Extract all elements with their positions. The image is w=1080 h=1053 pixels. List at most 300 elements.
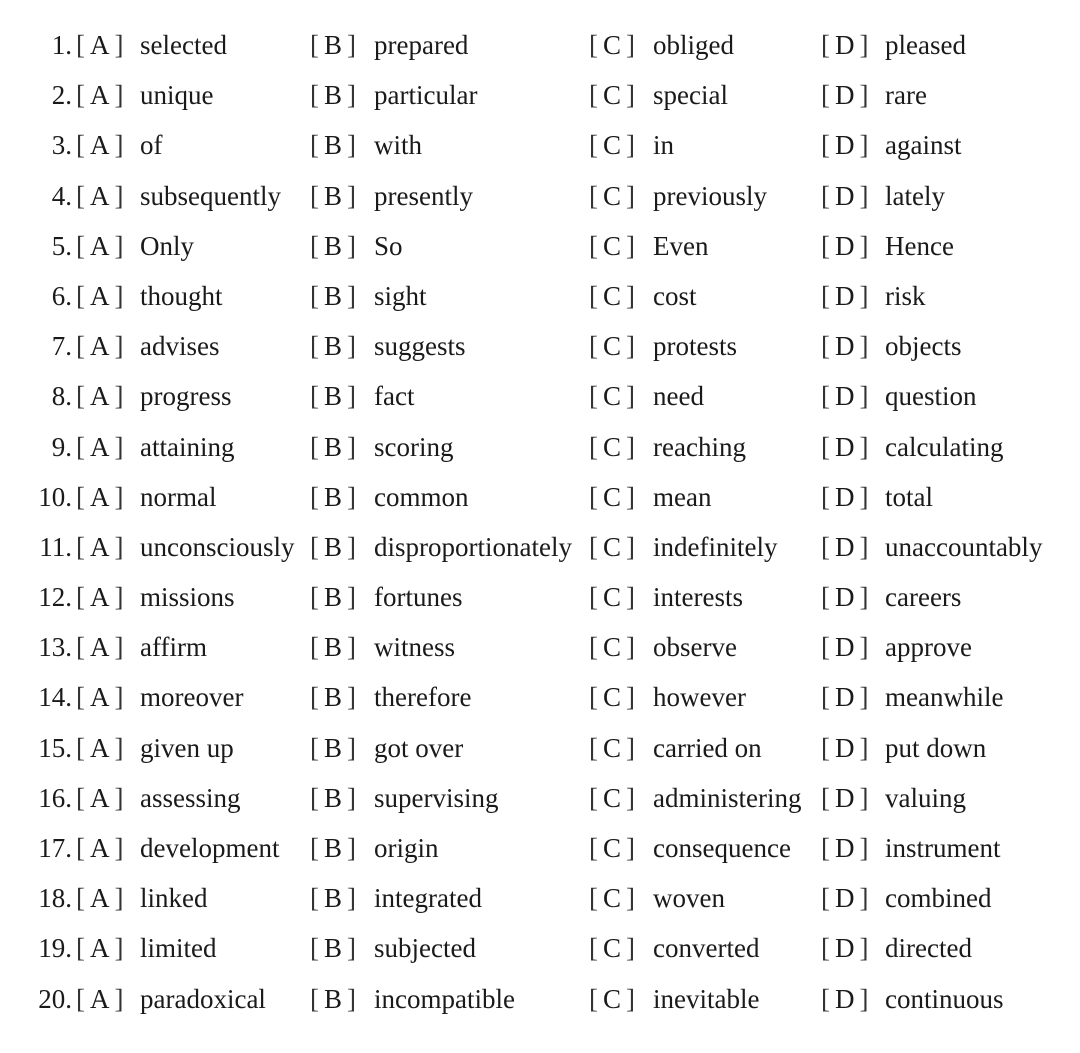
option-letter: C: [603, 230, 622, 261]
option-letter: B: [324, 933, 343, 964]
option-letter-bracket: [ D ]: [821, 782, 869, 813]
question-number: 14.: [38, 682, 72, 713]
question-number: 6.: [51, 280, 72, 311]
option-letter-bracket: [ D ]: [821, 682, 869, 713]
option-d: [821, 723, 986, 773]
option-letter-bracket: [ D ]: [821, 933, 869, 964]
question-row: [0, 923, 1080, 973]
option-text: unique: [140, 80, 214, 111]
option-text: origin: [374, 833, 439, 863]
option-text: linked: [140, 883, 208, 914]
option-letter: C: [603, 30, 622, 60]
option-text: fact: [374, 381, 415, 412]
question-row: [0, 70, 1080, 120]
option-letter-bracket: [ A ]: [76, 732, 124, 763]
option-letter: A: [90, 582, 110, 613]
option-text: progress: [140, 381, 232, 412]
option-a: [76, 472, 216, 522]
option-letter: C: [603, 130, 622, 161]
option-letter: D: [835, 331, 855, 362]
option-text: interests: [653, 582, 743, 613]
option-letter-bracket: [ A ]: [76, 782, 124, 813]
option-text: common: [374, 481, 469, 512]
option-a: [76, 672, 243, 722]
option-letter: A: [90, 80, 110, 111]
option-b: [310, 221, 403, 271]
option-letter: D: [835, 833, 855, 863]
option-text: carried on: [653, 732, 762, 763]
option-b: [310, 873, 482, 923]
question-row: [0, 622, 1080, 672]
question-row: [0, 773, 1080, 823]
option-text: integrated: [374, 883, 482, 914]
question-number: 1.: [51, 30, 72, 60]
option-text: fortunes: [374, 582, 463, 613]
option-letter-bracket: [ A ]: [76, 833, 124, 863]
option-letter-bracket: [ B ]: [310, 983, 357, 1014]
question-number: 4.: [51, 180, 72, 211]
option-letter: B: [324, 180, 343, 211]
option-c: [589, 723, 762, 773]
option-d: [821, 522, 1042, 572]
option-a: [76, 873, 208, 923]
option-text: previously: [653, 180, 767, 211]
option-b: [310, 70, 477, 120]
option-letter: C: [603, 833, 622, 863]
option-letter-bracket: [ B ]: [310, 180, 357, 211]
question-row: [0, 672, 1080, 722]
option-a: [76, 823, 279, 873]
option-b: [310, 271, 427, 321]
option-text: inevitable: [653, 983, 760, 1014]
option-letter-bracket: [ C ]: [589, 381, 636, 412]
option-letter: D: [835, 983, 855, 1014]
question-number: 15.: [38, 732, 72, 763]
option-c: [589, 522, 777, 572]
option-text: directed: [885, 933, 972, 964]
option-a: [76, 171, 281, 221]
option-text: prepared: [374, 30, 469, 60]
option-d: [821, 572, 961, 622]
option-letter: C: [603, 582, 622, 613]
option-c: [589, 472, 711, 522]
option-text: development: [140, 833, 280, 863]
option-letter-bracket: [ D ]: [821, 130, 869, 161]
option-b: [310, 321, 466, 371]
option-letter-bracket: [ A ]: [76, 582, 124, 613]
question-number: 13.: [38, 632, 72, 663]
option-c: [589, 120, 674, 170]
option-letter: B: [324, 30, 343, 60]
option-c: [589, 823, 791, 873]
option-c: [589, 221, 708, 271]
option-letter-bracket: [ C ]: [589, 431, 636, 462]
option-letter-bracket: [ B ]: [310, 732, 357, 763]
option-letter: B: [324, 130, 343, 161]
question-row: [0, 522, 1080, 572]
option-letter-bracket: [ D ]: [821, 983, 869, 1014]
option-letter-bracket: [ C ]: [589, 80, 636, 111]
option-letter: C: [603, 682, 622, 713]
option-a: [76, 522, 295, 572]
option-text: unaccountably: [885, 531, 1043, 562]
question-number: 16.: [38, 782, 72, 813]
option-letter-bracket: [ C ]: [589, 30, 636, 60]
option-letter: D: [835, 130, 855, 161]
option-letter-bracket: [ B ]: [310, 933, 357, 964]
option-text: valuing: [885, 782, 966, 813]
option-b: [310, 723, 463, 773]
option-letter: A: [90, 331, 110, 362]
option-letter-bracket: [ D ]: [821, 381, 869, 412]
question-row: [0, 321, 1080, 371]
option-letter: A: [90, 130, 110, 161]
option-letter-bracket: [ C ]: [589, 280, 636, 311]
option-letter: B: [324, 732, 343, 763]
option-d: [821, 422, 1003, 472]
option-letter: A: [90, 431, 110, 462]
option-text: reaching: [653, 431, 746, 462]
option-text: suggests: [374, 331, 466, 362]
option-letter-bracket: [ A ]: [76, 933, 124, 964]
option-letter: D: [835, 30, 855, 60]
option-text: rare: [885, 80, 927, 111]
option-letter-bracket: [ D ]: [821, 582, 869, 613]
option-d: [821, 271, 926, 321]
option-a: [76, 923, 217, 973]
question-row: [0, 572, 1080, 622]
option-letter: B: [324, 481, 343, 512]
option-letter: B: [324, 632, 343, 663]
option-letter-bracket: [ D ]: [821, 431, 869, 462]
option-letter: D: [835, 582, 855, 613]
option-letter: C: [603, 431, 622, 462]
option-letter-bracket: [ C ]: [589, 632, 636, 663]
option-letter: B: [324, 833, 343, 863]
option-text: missions: [140, 582, 235, 613]
option-text: with: [374, 130, 423, 161]
question-row: [0, 422, 1080, 472]
option-letter: A: [90, 481, 110, 512]
option-letter-bracket: [ D ]: [821, 531, 869, 562]
option-letter: A: [90, 531, 110, 562]
option-letter: A: [90, 632, 110, 663]
question-row: [0, 221, 1080, 271]
option-letter-bracket: [ A ]: [76, 983, 124, 1014]
option-text: however: [653, 682, 746, 713]
option-letter-bracket: [ A ]: [76, 431, 124, 462]
option-text: limited: [140, 933, 217, 964]
option-letter-bracket: [ A ]: [76, 280, 124, 311]
option-text: of: [140, 130, 163, 161]
option-c: [589, 422, 746, 472]
option-b: [310, 974, 515, 1024]
option-text: consequence: [653, 833, 791, 863]
option-letter-bracket: [ B ]: [310, 481, 357, 512]
option-text: thought: [140, 280, 223, 311]
option-letter-bracket: [ B ]: [310, 331, 357, 362]
option-letter-bracket: [ C ]: [589, 582, 636, 613]
option-letter: A: [90, 30, 110, 60]
option-letter-bracket: [ D ]: [821, 331, 869, 362]
option-text: assessing: [140, 782, 241, 813]
option-letter-bracket: [ A ]: [76, 180, 124, 211]
option-letter-bracket: [ B ]: [310, 80, 357, 111]
option-letter: B: [324, 983, 343, 1014]
option-letter: B: [324, 230, 343, 261]
option-text: given up: [140, 732, 234, 763]
option-letter-bracket: [ C ]: [589, 682, 636, 713]
option-c: [589, 171, 767, 221]
option-letter: D: [835, 732, 855, 763]
option-letter: D: [835, 933, 855, 964]
option-c: [589, 873, 725, 923]
option-b: [310, 472, 469, 522]
option-text: paradoxical: [140, 983, 266, 1014]
option-letter-bracket: [ D ]: [821, 280, 869, 311]
option-d: [821, 923, 972, 973]
option-d: [821, 371, 977, 421]
option-letter: A: [90, 933, 110, 964]
question-row: [0, 723, 1080, 773]
question-number: 3.: [51, 130, 72, 161]
option-text: combined: [885, 883, 992, 914]
option-d: [821, 171, 945, 221]
option-letter: A: [90, 180, 110, 211]
option-letter: D: [835, 782, 855, 813]
option-text: particular: [374, 80, 478, 111]
option-letter: C: [603, 933, 622, 964]
option-letter: A: [90, 983, 110, 1014]
question-number: 12.: [38, 582, 72, 613]
option-a: [76, 70, 214, 120]
option-text: put down: [885, 732, 987, 763]
option-letter: D: [835, 230, 855, 261]
option-letter: D: [835, 381, 855, 412]
option-b: [310, 572, 462, 622]
question-number: 18.: [38, 883, 72, 914]
question-row: [0, 271, 1080, 321]
option-text: disproportionately: [374, 531, 572, 562]
option-b: [310, 371, 414, 421]
option-d: [821, 120, 961, 170]
option-text: got over: [374, 732, 464, 763]
option-letter: D: [835, 80, 855, 111]
question-row: [0, 371, 1080, 421]
option-a: [76, 271, 223, 321]
option-letter: C: [603, 632, 622, 663]
option-letter: C: [603, 180, 622, 211]
option-text: scoring: [374, 431, 454, 462]
option-b: [310, 923, 476, 973]
option-d: [821, 221, 954, 271]
option-letter-bracket: [ A ]: [76, 230, 124, 261]
option-text: affirm: [140, 632, 207, 663]
option-letter: B: [324, 280, 343, 311]
option-d: [821, 472, 933, 522]
option-letter: A: [90, 381, 110, 412]
option-b: [310, 120, 422, 170]
option-text: lately: [885, 180, 945, 211]
option-text: against: [885, 130, 962, 161]
option-b: [310, 672, 471, 722]
option-letter: C: [603, 481, 622, 512]
option-c: [589, 20, 734, 70]
option-text: So: [374, 230, 403, 261]
option-text: calculating: [885, 431, 1004, 462]
option-letter: C: [603, 782, 622, 813]
option-letter: D: [835, 280, 855, 311]
option-b: [310, 20, 468, 70]
option-letter: B: [324, 682, 343, 713]
option-text: special: [653, 80, 728, 111]
option-text: witness: [374, 632, 455, 663]
question-number: 20.: [38, 983, 72, 1014]
option-c: [589, 672, 746, 722]
option-letter-bracket: [ A ]: [76, 531, 124, 562]
option-letter-bracket: [ D ]: [821, 632, 869, 663]
option-text: sight: [374, 280, 427, 311]
option-letter-bracket: [ C ]: [589, 331, 636, 362]
question-number: 7.: [51, 331, 72, 362]
option-letter-bracket: [ B ]: [310, 381, 357, 412]
option-text: Only: [140, 230, 194, 261]
option-letter: A: [90, 782, 110, 813]
option-letter: D: [835, 883, 855, 914]
option-letter: B: [324, 582, 343, 613]
option-letter-bracket: [ D ]: [821, 481, 869, 512]
option-text: objects: [885, 331, 962, 362]
option-letter-bracket: [ B ]: [310, 682, 357, 713]
option-c: [589, 923, 759, 973]
option-letter-bracket: [ B ]: [310, 782, 357, 813]
option-a: [76, 20, 227, 70]
option-letter: A: [90, 280, 110, 311]
option-letter: D: [835, 682, 855, 713]
option-b: [310, 171, 473, 221]
option-text: protests: [653, 331, 737, 362]
option-a: [76, 120, 163, 170]
option-letter: A: [90, 732, 110, 763]
option-d: [821, 70, 927, 120]
option-letter: C: [603, 531, 622, 562]
option-letter-bracket: [ A ]: [76, 80, 124, 111]
option-a: [76, 422, 234, 472]
option-text: normal: [140, 481, 217, 512]
option-c: [589, 773, 801, 823]
option-letter-bracket: [ B ]: [310, 632, 357, 663]
question-row: [0, 120, 1080, 170]
option-letter: A: [90, 833, 110, 863]
question-row: [0, 20, 1080, 70]
option-letter: C: [603, 732, 622, 763]
option-c: [589, 371, 704, 421]
option-text: woven: [653, 883, 725, 914]
option-text: subsequently: [140, 180, 281, 211]
option-d: [821, 823, 1001, 873]
option-letter: D: [835, 632, 855, 663]
question-number: 8.: [51, 381, 72, 412]
option-text: total: [885, 481, 933, 512]
option-text: presently: [374, 180, 473, 211]
option-a: [76, 622, 207, 672]
option-letter-bracket: [ B ]: [310, 883, 357, 914]
option-letter-bracket: [ A ]: [76, 682, 124, 713]
option-text: administering: [653, 782, 802, 813]
option-d: [821, 873, 991, 923]
option-text: need: [653, 381, 704, 412]
option-letter: C: [603, 883, 622, 914]
option-letter: A: [90, 682, 110, 713]
option-letter-bracket: [ D ]: [821, 230, 869, 261]
option-a: [76, 723, 234, 773]
question-row: [0, 472, 1080, 522]
option-text: question: [885, 381, 977, 412]
option-text: supervising: [374, 782, 499, 813]
option-d: [821, 20, 966, 70]
answer-options-sheet: [0, 20, 1080, 1024]
option-letter-bracket: [ A ]: [76, 481, 124, 512]
question-number: 5.: [51, 230, 72, 261]
option-letter: B: [324, 883, 343, 914]
option-letter: B: [324, 531, 343, 562]
option-text: incompatible: [374, 983, 515, 1014]
option-letter: D: [835, 481, 855, 512]
option-letter-bracket: [ C ]: [589, 983, 636, 1014]
question-row: [0, 873, 1080, 923]
option-a: [76, 221, 194, 271]
option-letter: B: [324, 331, 343, 362]
option-text: risk: [885, 280, 926, 311]
option-text: observe: [653, 632, 737, 663]
option-text: mean: [653, 481, 712, 512]
option-a: [76, 321, 219, 371]
option-a: [76, 974, 266, 1024]
option-b: [310, 773, 499, 823]
option-c: [589, 271, 697, 321]
option-letter-bracket: [ D ]: [821, 180, 869, 211]
option-letter-bracket: [ C ]: [589, 481, 636, 512]
option-letter-bracket: [ C ]: [589, 732, 636, 763]
option-letter-bracket: [ B ]: [310, 582, 357, 613]
option-text: indefinitely: [653, 531, 778, 562]
option-a: [76, 572, 235, 622]
option-letter-bracket: [ B ]: [310, 280, 357, 311]
option-text: meanwhile: [885, 682, 1004, 713]
option-c: [589, 974, 759, 1024]
option-letter-bracket: [ C ]: [589, 130, 636, 161]
option-letter: C: [603, 983, 622, 1014]
option-letter: B: [324, 431, 343, 462]
option-letter-bracket: [ C ]: [589, 180, 636, 211]
option-d: [821, 974, 1004, 1024]
option-text: selected: [140, 30, 227, 60]
option-letter-bracket: [ A ]: [76, 381, 124, 412]
option-d: [821, 773, 966, 823]
option-letter-bracket: [ A ]: [76, 30, 124, 60]
option-text: careers: [885, 582, 962, 613]
option-letter: D: [835, 531, 855, 562]
option-letter: C: [603, 331, 622, 362]
question-number: 11.: [39, 531, 72, 562]
option-letter-bracket: [ C ]: [589, 833, 636, 863]
option-letter: D: [835, 431, 855, 462]
question-number: 19.: [38, 933, 72, 964]
option-text: converted: [653, 933, 760, 964]
question-number: 9.: [51, 431, 72, 462]
option-letter-bracket: [ A ]: [76, 331, 124, 362]
option-letter: B: [324, 80, 343, 111]
